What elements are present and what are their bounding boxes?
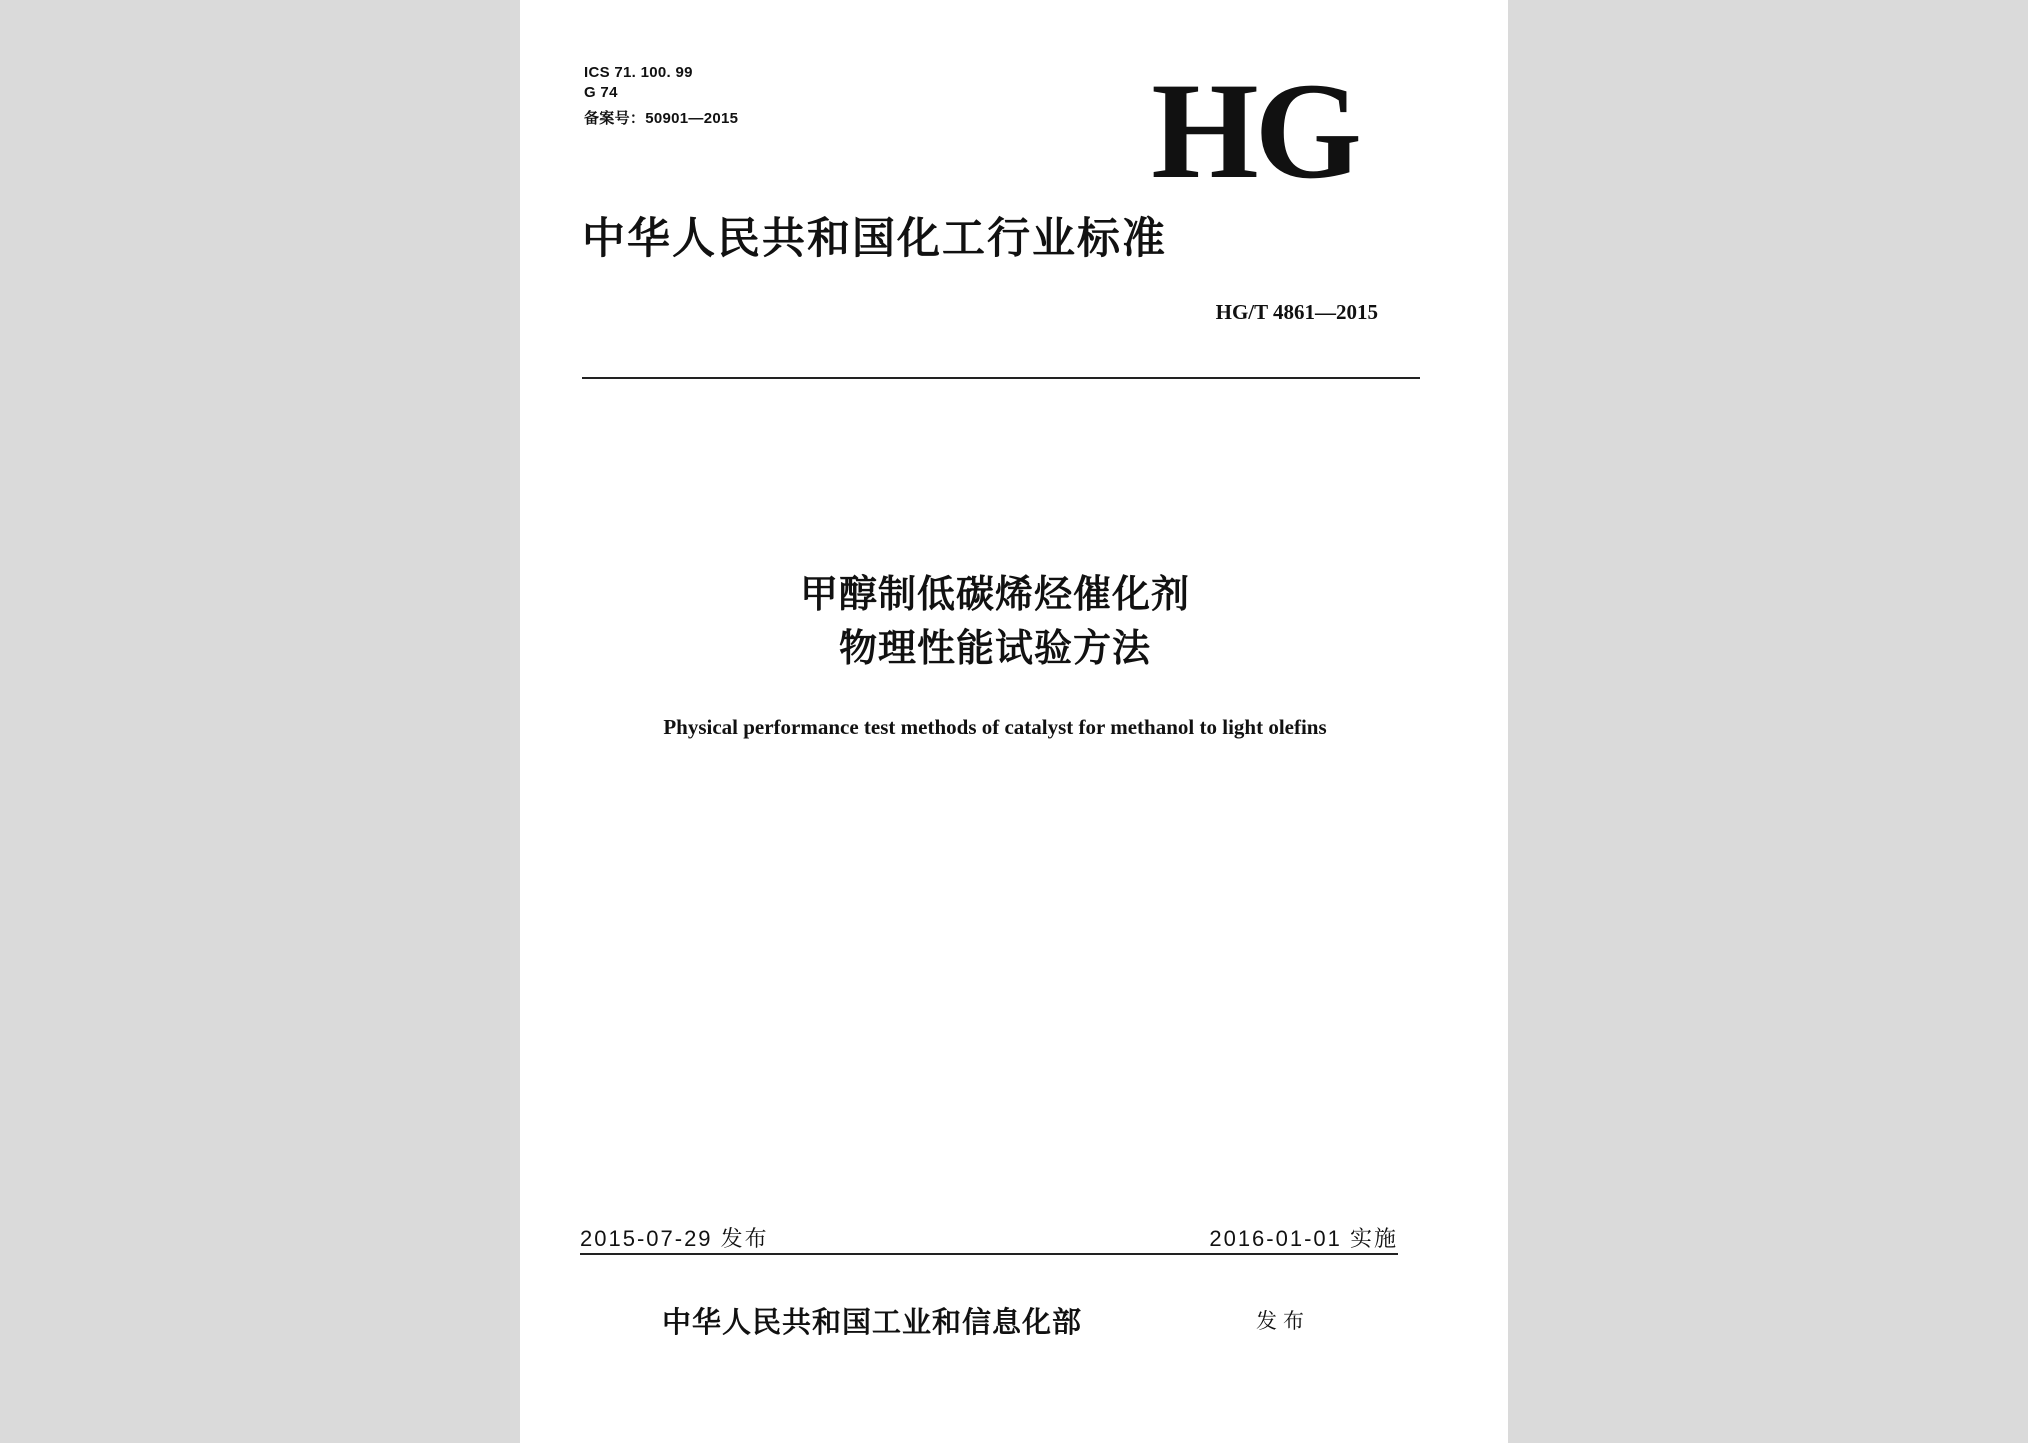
- document-title-line2: 物理性能试验方法: [838, 626, 1151, 670]
- record-number: 备案号：50901—2015: [584, 110, 739, 127]
- hg-logo: HG: [1151, 54, 1358, 207]
- issuing-authority: 中华人民共和国工业和信息化部: [662, 1305, 1083, 1339]
- document-title-line1: 甲醇制低碳烯烃催化剂: [799, 572, 1190, 616]
- english-title: Physical performance test methods of catalyst for methanol to light olefins: [663, 715, 1327, 739]
- standard-type-title: 中华人民共和国化工行业标准: [582, 214, 1167, 264]
- issue-label: 发布: [1256, 1309, 1310, 1333]
- header-divider: [582, 377, 1420, 379]
- document-page: [520, 0, 1508, 1443]
- release-date: 2015-07-29 发布: [580, 1226, 769, 1251]
- ics-code: ICS 71. 100. 99: [584, 64, 693, 81]
- ccs-code: G 74: [584, 84, 618, 101]
- implementation-date: 2016-01-01 实施: [1209, 1226, 1398, 1251]
- footer-divider: [580, 1253, 1398, 1255]
- standard-number: HG/T 4861—2015: [1215, 300, 1378, 324]
